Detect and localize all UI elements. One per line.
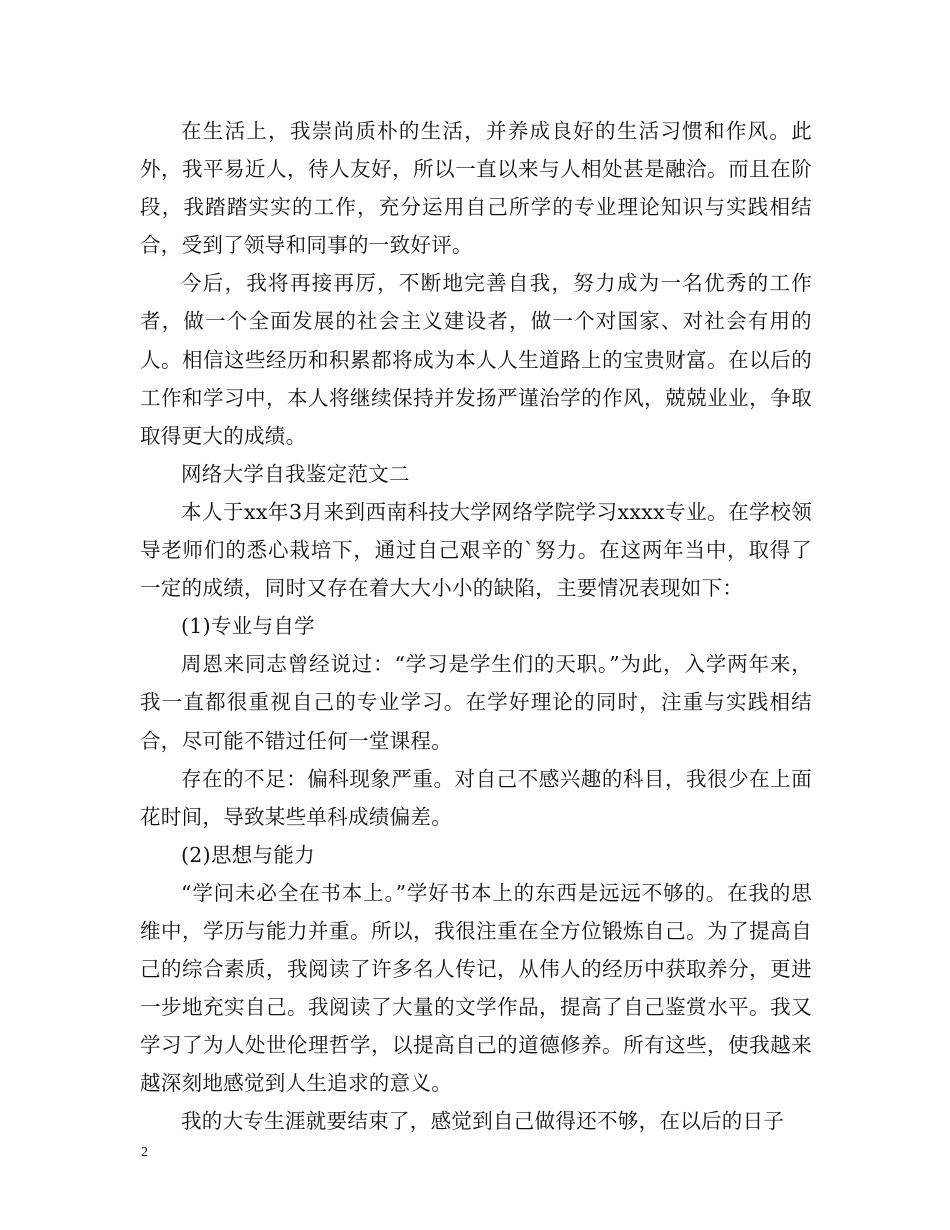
paragraph-conclusion-start: 我的大专生涯就要结束了，感觉到自己做得还不够，在以后的日子 <box>181 1109 785 1134</box>
paragraph-study-attitude: 周恩来同志曾经说过：“学习是学生们的天职。”为此，入学两年来，我一直都很重视自己的专业学习。在学好理论的同时，注重与实践相结合，尽可能不错过任何一堂课程。 <box>140 652 812 753</box>
paragraph-introduction: 本人于xx年3月来到西南科技大学网络学院学习xxxx专业。在学校领导老师们的悉心栽培下，通过自己艰辛的`努力。在这两年当中，取得了一定的成绩，同时又存在着大大小小的缺陷，主要情况表现如下： <box>140 499 812 601</box>
section-heading-sample-two: 网络大学自我鉴定范文二 <box>181 461 410 486</box>
paragraph-future-plan: 今后，我将再接再厉，不断地完善自我，努力成为一名优秀的工作者，做一个全面发展的社会主义建设者，做一个对国家、对社会有用的人。相信这些经历和积累都将成为本人人生道路上的宝贵财富。在以后的工作和学习中，本人将继续保持并发扬严谨治学的作风，兢兢业业，争取取得更大的成绩。 <box>140 271 812 448</box>
document-body <box>140 112 812 1141</box>
subheading-thought-ability: (2)思想与能力 <box>181 842 315 867</box>
paragraph-life-style: 在生活上，我崇尚质朴的生活，并养成良好的生活习惯和作风。此外，我平易近人，待人友好，所以一直以来与人相处甚是融洽。而且在阶段，我踏踏实实的工作，充分运用自己所学的专业理论知识与实践相结合，受到了领导和同事的一致好评。 <box>140 119 812 258</box>
page-number: 2 <box>141 1145 148 1160</box>
paragraph-shortcomings: 存在的不足：偏科现象严重。对自己不感兴趣的科目，我很少在上面花时间，导致某些单科成绩偏差。 <box>140 766 812 829</box>
subheading-major-self-study: (1)专业与自学 <box>181 614 315 639</box>
paragraph-thought-ability: “学问未必全在书本上。”学好书本上的东西是远远不够的。在我的思维中，学历与能力并重。所以，我很注重在全方位锻炼自己。为了提高自己的综合素质，我阅读了许多名人传记，从伟人的经历中获取养分，更进一步地充实自己。我阅读了大量的文学作品，提高了自己鉴赏水平。我又学习了为人处世伦理哲学，以提高自己的道德修养。所有这些，使我越来越深刻地感觉到人生追求的意义。 <box>140 880 812 1096</box>
